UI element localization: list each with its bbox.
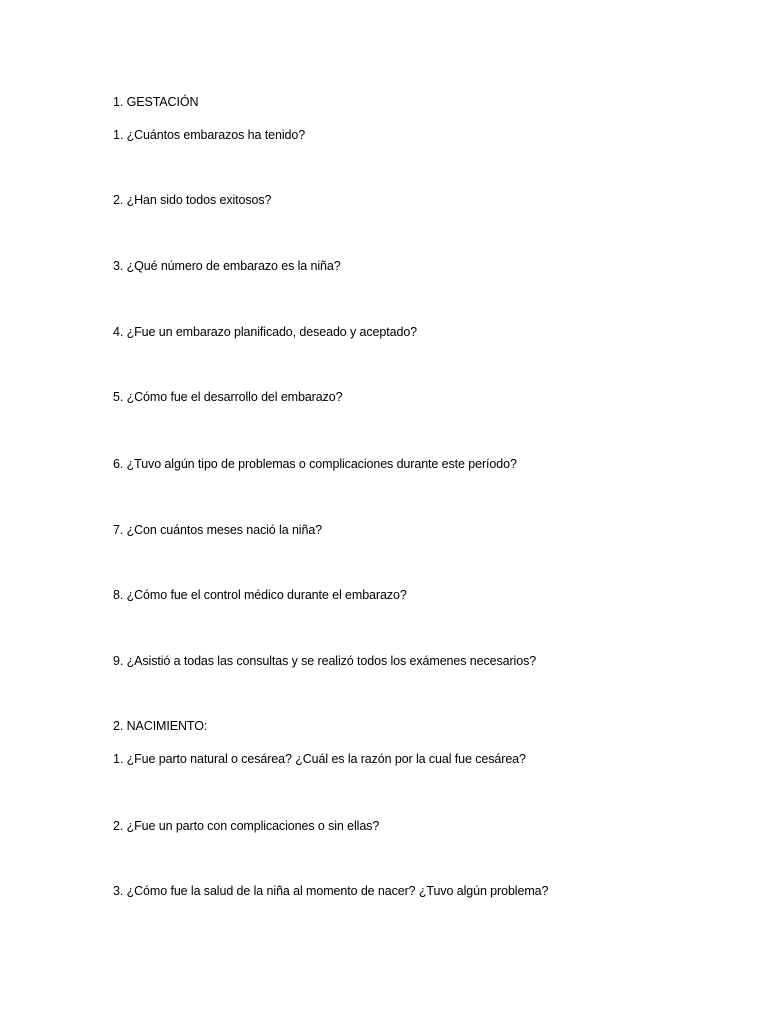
- question-gestacion-7: 7. ¿Con cuántos meses nació la niña?: [113, 523, 323, 537]
- question-nacimiento-2: 2. ¿Fue un parto con complicaciones o sin ellas?: [113, 819, 380, 833]
- question-nacimiento-3: 3. ¿Cómo fue la salud de la niña al momento de nacer? ¿Tuvo algún problema?: [113, 884, 549, 898]
- question-gestacion-3: 3. ¿Qué número de embarazo es la niña?: [113, 259, 341, 273]
- question-nacimiento-1: 1. ¿Fue parto natural o cesárea? ¿Cuál es la razón por la cual fue cesárea?: [113, 752, 526, 766]
- question-gestacion-8: 8. ¿Cómo fue el control médico durante el embarazo?: [113, 588, 407, 602]
- question-gestacion-2: 2. ¿Han sido todos exitosos?: [113, 193, 272, 207]
- question-gestacion-1: 1. ¿Cuántos embarazos ha tenido?: [113, 128, 306, 142]
- question-gestacion-5: 5. ¿Cómo fue el desarrollo del embarazo?: [113, 390, 343, 404]
- question-gestacion-9: 9. ¿Asistió a todas las consultas y se realizó todos los exámenes necesarios?: [113, 654, 537, 668]
- section-heading-nacimiento: 2. NACIMIENTO:: [113, 719, 208, 733]
- question-gestacion-4: 4. ¿Fue un embarazo planificado, deseado y aceptado?: [113, 325, 418, 339]
- section-heading-gestacion: 1. GESTACIÓN: [113, 95, 199, 109]
- question-gestacion-6: 6. ¿Tuvo algún tipo de problemas o complicaciones durante este período?: [113, 457, 517, 471]
